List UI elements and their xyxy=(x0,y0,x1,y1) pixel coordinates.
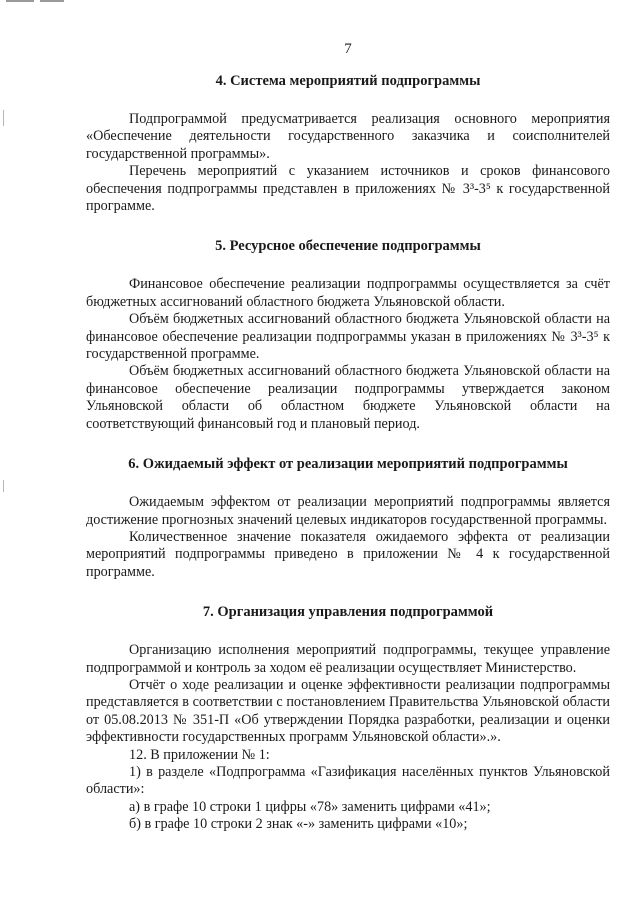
section-heading-4: 4. Система мероприятий подпрограммы xyxy=(215,73,481,89)
amendment-subitem: а) в графе 10 строки 1 цифры «78» заменить цифрами «41»; xyxy=(129,798,491,815)
scan-artifact-top xyxy=(40,0,64,2)
section-heading-6: 6. Ожидаемый эффект от реализации мероприятий подпрограммы xyxy=(128,456,568,473)
paragraph: Перечень мероприятий с указанием источников и сроков финансового обеспечения подпрограммы представлен в приложениях № 3³-3⁵ к государственной программе. xyxy=(86,163,610,215)
paragraph: Количественное значение показателя ожидаемого эффекта от реализации мероприятий подпрограммы приведено в приложении № 4 к государственной программе. xyxy=(86,528,610,580)
amendment-item: 12. В приложении № 1: xyxy=(129,746,270,763)
scan-artifact-top xyxy=(6,0,34,2)
document-page xyxy=(86,40,610,834)
paragraph: Объём бюджетных ассигнований областного бюджета Ульяновской области на финансовое обеспечение реализации подпрограммы утверждается законом Ульяновской области об областном бюджете Ульяновской области на соответствующий финансовый год и плановый период. xyxy=(86,363,610,432)
scan-edge-mark xyxy=(3,110,4,126)
section-heading-7: 7. Организация управления подпрограммой xyxy=(202,604,494,621)
scan-edge-mark xyxy=(3,480,4,492)
paragraph: Отчёт о ходе реализации и оценке эффективности реализации подпрограммы представляется в соответствии с постановлением Правительства Ульяновской области от 05.08.2013 № 351-П «Об утверждении Порядка разработки, реализации и оценки эффективности государственных программ Ульяновской области».». xyxy=(86,676,610,746)
amendment-subitem: б) в графе 10 строки 2 знак «-» заменить цифрами «10»; xyxy=(129,816,468,833)
section-heading-5: 5. Ресурсное обеспечение подпрограммы xyxy=(215,238,481,255)
paragraph: Подпрограммой предусматривается реализация основного мероприятия «Обеспечение деятельности государственного заказчика и соисполнителей государственной программы». xyxy=(86,111,610,162)
paragraph: Ожидаемым эффектом от реализации мероприятий подпрограммы является достижение прогнозных значений целевых индикаторов государственной программы. xyxy=(86,494,610,528)
paragraph: Организацию исполнения мероприятий подпрограммы, текущее управление подпрограммой и контроль за ходом её реализации осуществляет Министерство. xyxy=(86,642,610,676)
amendment-subitem: 1) в разделе «Подпрограмма «Газификация населённых пунктов Ульяновской области»: xyxy=(86,763,610,798)
paragraph: Финансовое обеспечение реализации подпрограммы осуществляется за счёт бюджетных ассигнований областного бюджета Ульяновской области. xyxy=(86,276,610,310)
paragraph: Объём бюджетных ассигнований областного бюджета Ульяновской области на финансовое обеспечение реализации подпрограммы указан в приложениях № 3³-3⁵ к государственной программе. xyxy=(86,311,610,363)
page-number: 7 xyxy=(344,41,352,57)
